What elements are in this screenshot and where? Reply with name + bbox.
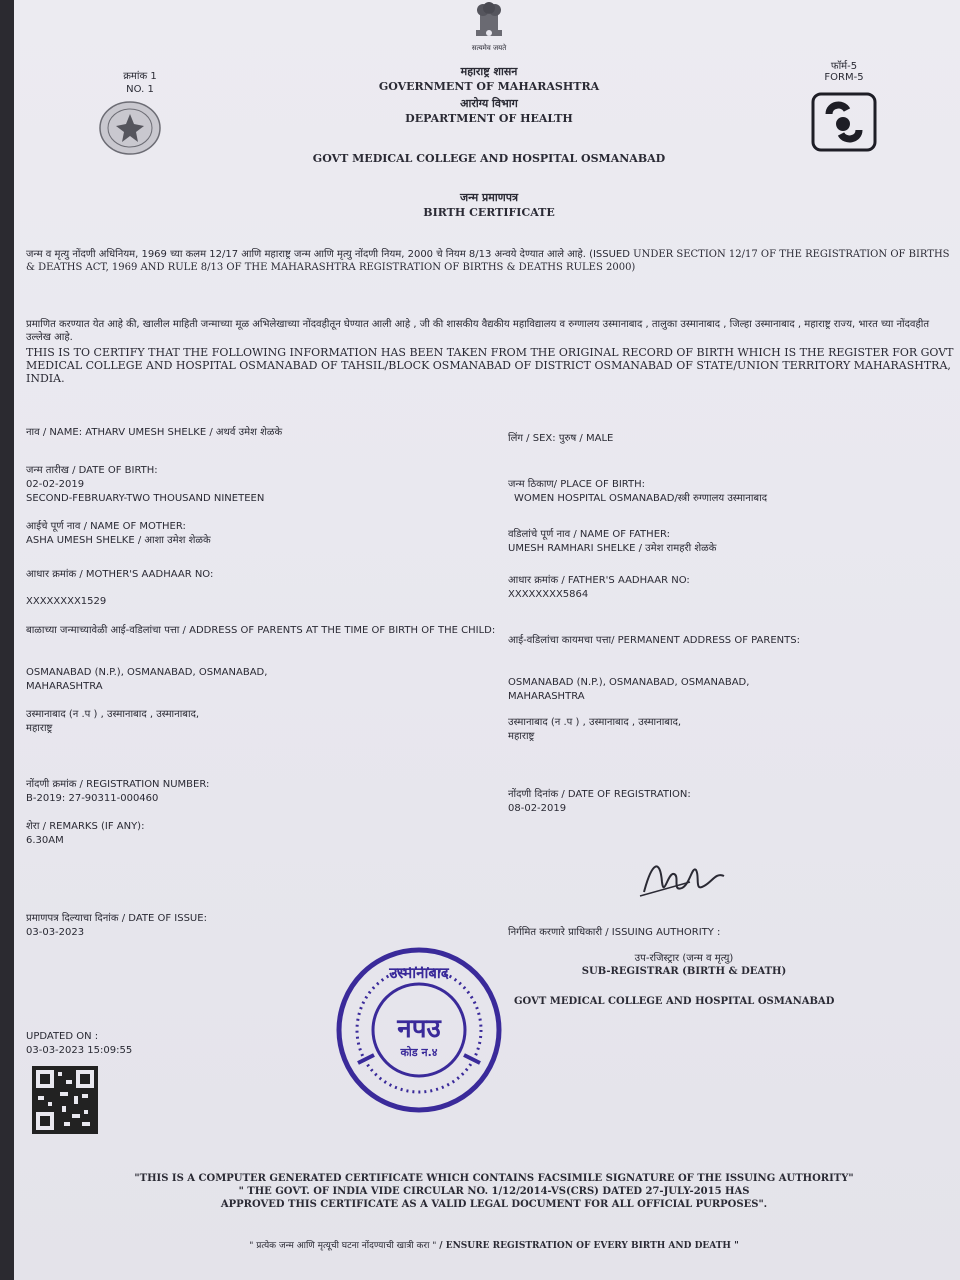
reg-no-value: B-2019: 27-90311-000460 <box>26 793 159 804</box>
addr-birth-en-1: OSMANABAD (N.P.), OSMANABAD, OSMANABAD, <box>26 667 268 678</box>
govt-en: GOVERNMENT OF MAHARASHTRA <box>378 80 600 93</box>
dept-mr: आरोग्य विभाग <box>460 97 518 110</box>
serial-en: NO. 1 <box>126 84 154 95</box>
govt-mr: महाराष्ट्र शासन <box>460 65 518 78</box>
addr-perm-en-1: OSMANABAD (N.P.), OSMANABAD, OSMANABAD, <box>508 677 750 688</box>
father-value: UMESH RAMHARI SHELKE / उमेश रामहरी शेळके <box>508 543 717 554</box>
maharashtra-seal-icon <box>98 100 162 156</box>
issued-paragraph <box>26 248 956 274</box>
serial-mr: क्रमांक 1 <box>123 71 157 82</box>
addr-birth-mr <box>26 708 446 736</box>
sex-row <box>508 430 948 444</box>
national-emblem-icon <box>466 0 512 48</box>
subreg-mr: उप-रजिस्ट्रार (जन्म व मृत्यु) <box>634 953 734 964</box>
addr-perm-mr <box>508 716 928 744</box>
emblem-caption: सत्यमेव जयते <box>471 44 507 52</box>
health-logo-icon <box>809 92 879 152</box>
footer-line3: APPROVED THIS CERTIFICATE AS A VALID LEGAL DOCUMENT FOR ALL OFFICIAL PURPOSES". <box>220 1199 768 1210</box>
subreg-en: SUB-REGISTRAR (BIRTH & DEATH) <box>581 966 787 977</box>
form-mr: फॉर्म-5 <box>830 61 858 72</box>
signature-icon <box>634 852 734 906</box>
footer-notice <box>54 1172 934 1211</box>
authority-org: GOVT MEDICAL COLLEGE AND HOSPITAL OSMANABAD <box>514 996 835 1007</box>
certify-en: THIS IS TO CERTIFY THAT THE FOLLOWING INFORMATION HAS BEEN TAKEN FROM THE ORIGINAL RECORD OF BIRTH WHICH IS THE REGISTER FOR GOVT MEDICAL COLLEGE AND HOSPITAL OSMANABAD OF TAHSIL/BLOCK OSMANABAD OF DISTRICT OSMANABAD OF STATE/UNION TERRITORY MAHARASHTRA, INDIA. <box>26 346 954 385</box>
issue-value: 03-03-2023 <box>26 927 85 938</box>
dob-label: जन्म तारीख / DATE OF BIRTH: <box>26 465 158 476</box>
addr-perm-en <box>508 676 928 704</box>
father-aadhaar-value: XXXXXXXX5864 <box>508 589 589 600</box>
addr-birth-mr-1: उस्मानाबाद (न .प ) , उस्मानाबाद , उस्मानाबाद, <box>26 709 200 720</box>
remarks-value: 6.30AM <box>26 835 64 846</box>
footer-line4-en: / ENSURE REGISTRATION OF EVERY BIRTH AND DEATH " <box>439 1241 739 1251</box>
title-mr: जन्म प्रमाणपत्र <box>459 191 519 204</box>
stamp-center: नपउ <box>397 1014 441 1044</box>
addr-birth-label: बाळाच्या जन्माच्यावेळी आई-वडिलांचा पत्ता / ADDRESS OF PARENTS AT THE TIME OF BIRTH OF THE CHILD: <box>26 625 496 636</box>
addr-perm-mr-1: उस्मानाबाद (न .प ) , उस्मानाबाद , उस्मानाबाद, <box>508 717 682 728</box>
pob-value: WOMEN HOSPITAL OSMANABAD/स्त्री रुग्णालय उस्मानाबाद <box>514 493 768 504</box>
stamp-top-text: उस्मानाबाद <box>389 964 449 982</box>
addr-perm-mr-2: महाराष्ट्र <box>508 731 535 742</box>
footer-line4 <box>54 1238 934 1251</box>
mother-label: आईचे पूर्ण नाव / NAME OF MOTHER: <box>26 521 186 532</box>
mother-value: ASHA UMESH SHELKE / आशा उमेश शेळके <box>26 535 211 546</box>
updated-block <box>26 1030 226 1058</box>
pob-label: जन्म ठिकाण/ PLACE OF BIRTH: <box>508 479 646 490</box>
addr-birth-en-2: MAHARASHTRA <box>26 681 103 692</box>
reg-date-value: 08-02-2019 <box>508 803 567 814</box>
addr-perm-en-2: MAHARASHTRA <box>508 691 585 702</box>
name-label: नाव / NAME: <box>26 427 83 438</box>
issue-label: प्रमाणपत्र दिल्याचा दिनांक / DATE OF ISSUE: <box>26 913 207 924</box>
dob-value: 02-02-2019 <box>26 479 85 490</box>
pob-block <box>508 478 948 506</box>
issued-en-tail: (ISSUED <box>589 249 630 260</box>
remarks-block <box>26 820 446 848</box>
sex-label: लिंग / SEX: <box>508 433 556 444</box>
reg-date-block <box>508 788 948 816</box>
footer-line1: "THIS IS A COMPUTER GENERATED CERTIFICATE WHICH CONTAINS FACSIMILE SIGNATURE OF THE ISSUING AUTHORITY" <box>134 1173 854 1184</box>
sex-value: पुरुष / MALE <box>558 433 614 444</box>
father-label: वडिलांचे पूर्ण नाव / NAME OF FATHER: <box>508 529 671 540</box>
mother-block <box>26 520 446 548</box>
father-block <box>508 528 948 556</box>
addr-perm-label: आई-वडिलांचा कायमचा पत्ता/ PERMANENT ADDRESS OF PARENTS: <box>508 635 800 646</box>
father-aadhaar-label: आधार क्रमांक / FATHER'S AADHAAR NO: <box>508 575 690 586</box>
footer-line2: " THE GOVT. OF INDIA VIDE CIRCULAR NO. 1/12/2014-VS(CRS) DATED 27-JULY-2015 HAS <box>238 1186 750 1197</box>
remarks-label: शेरा / REMARKS (IF ANY): <box>26 821 145 832</box>
issued-mr: जन्म व मृत्यु नोंदणी अधिनियम, 1969 च्या कलम 12/17 आणि महाराष्ट्र जन्म आणि मृत्यु नोंदणी नियम, 2000 चे नियम 8/13 अन्वये देण्यात आले आहे. <box>26 249 586 260</box>
updated-value: 03-03-2023 15:09:55 <box>26 1045 133 1056</box>
mother-aadhaar-value: XXXXXXXX1529 <box>26 596 107 607</box>
dob-block <box>26 464 446 506</box>
title-en: BIRTH CERTIFICATE <box>423 206 555 219</box>
birth-certificate <box>14 0 960 1280</box>
father-aadhaar-block <box>508 574 948 602</box>
qr-code-icon <box>32 1066 98 1134</box>
footer-line4-mr: " प्रत्येक जन्म आणि मृत्यूची घटना नोंदण्याची खात्री करा " <box>249 1241 437 1251</box>
updated-label: UPDATED ON : <box>26 1031 99 1042</box>
official-stamp <box>334 945 504 1115</box>
reg-no-label: नोंदणी क्रमांक / REGISTRATION NUMBER: <box>26 779 210 790</box>
mother-aadhaar-label: आधार क्रमांक / MOTHER'S AADHAAR NO: <box>26 569 214 580</box>
dept-en: DEPARTMENT OF HEALTH <box>405 112 573 125</box>
issue-block <box>26 912 446 940</box>
addr-birth-mr-2: महाराष्ट्र <box>26 723 53 734</box>
reg-date-label: नोंदणी दिनांक / DATE OF REGISTRATION: <box>508 789 691 800</box>
dob-words: SECOND-FEBRUARY-TWO THOUSAND NINETEEN <box>26 493 265 504</box>
certify-mr: प्रमाणित करण्यात येत आहे की, खालील माहिती जन्माच्या मूळ अभिलेखाच्या नोंदवहीतून घेण्यात आली आहे , जी की शासकीय वैद्यकीय महाविद्यालय व रुग्णालय उस्मानाबाद , तालुका उस्मानाबाद , जिल्हा उस्मानाबाद , महाराष्ट्र राज्य, भारत च्या नोंदवहीत उल्लेख आहे. <box>26 319 930 343</box>
addr-birth-en <box>26 666 446 694</box>
hospital-name: GOVT MEDICAL COLLEGE AND HOSPITAL OSMANABAD <box>312 152 666 165</box>
name-value: ATHARV UMESH SHELKE / अथर्व उमेश शेळके <box>85 427 283 438</box>
stamp-sub: कोड न.४ <box>400 1046 438 1059</box>
reg-no-block <box>26 778 446 806</box>
name-row <box>26 424 486 438</box>
authority-label: निर्गमित करणारे प्राधिकारी / ISSUING AUTHORITY : <box>508 927 721 938</box>
form-en: FORM-5 <box>824 72 864 83</box>
issued-en: UNDER SECTION 12/17 OF THE REGISTRATION OF BIRTHS & DEATHS ACT, 1969 AND RULE 8/13 OF THE MAHARASHTRA REGISTRATION OF BIRTHS & DEATHS RULES 2000) <box>26 249 950 273</box>
